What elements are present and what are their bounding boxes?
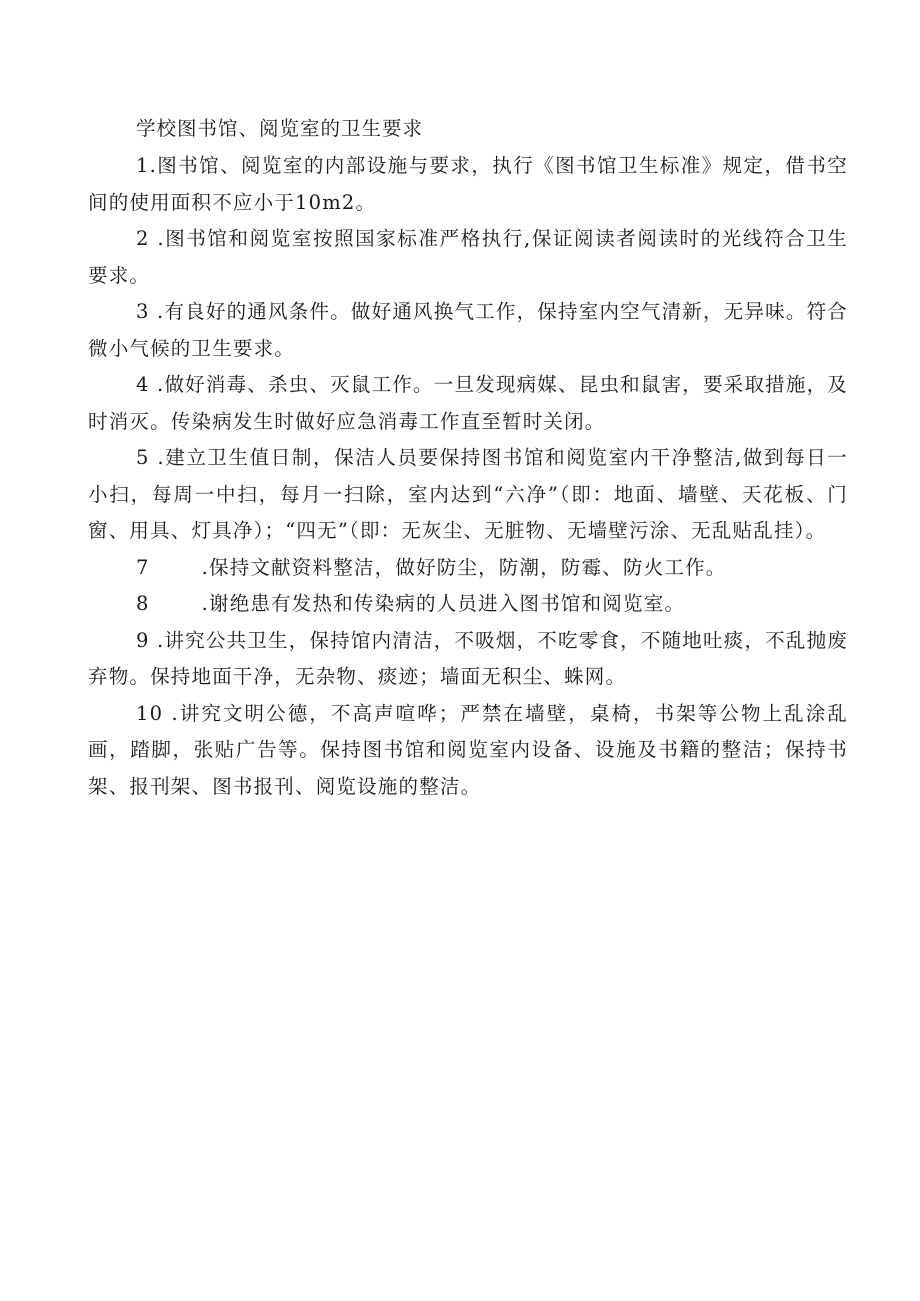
rule-paragraph-8 [88, 586, 848, 623]
rule-number: 1. [136, 154, 158, 177]
rule-text: .讲究公共卫生，保持馆内清洁，不吸烟，不吃零食，不随地吐痰，不乱抛废弃物。保持地面干净，无杂物、痰迹；墙面无积尘、蛛网。 [88, 628, 849, 688]
rule-paragraph-10 [88, 696, 848, 806]
rule-number: 4 [136, 373, 150, 396]
rule-paragraph-4 [88, 367, 848, 440]
rule-paragraph-2 [88, 221, 848, 294]
rule-number: 8 [136, 592, 150, 615]
rule-number: 10 [136, 701, 164, 725]
rule-paragraph-9 [88, 623, 848, 696]
rule-text: .保持文献资料整洁，做好防尘，防潮，防霉、防火工作。 [201, 555, 727, 579]
rule-text: .有良好的通风条件。做好通风换气工作，保持室内空气清新，无异味。符合微小气候的卫生要求。 [88, 300, 849, 360]
rule-text: .建立卫生值日制，保洁人员要保持图书馆和阅览室内干净整洁,做到每日一小扫，每周一中扫，每月一扫除，室内达到“六净”（即：地面、墙壁、天花板、门窗、用具、灯具净）；“四无”（即：无灰尘、无脏物、无墙壁污涂、无乱贴乱挂）。 [88, 446, 848, 542]
rule-paragraph-3 [88, 294, 848, 367]
rule-text: 图书馆、阅览室的内部设施与要求，执行《图书馆卫生标准》规定，借书空间的使用面积不应小于10m2。 [88, 154, 848, 214]
rule-text: .图书馆和阅览室按照国家标准严格执行,保证阅读者阅读时的光线符合卫生要求。 [88, 227, 848, 287]
rule-number: 3 [136, 300, 150, 323]
rule-paragraph-7 [88, 550, 848, 587]
rule-paragraph-5 [88, 440, 848, 550]
rule-number: 7 [136, 555, 150, 579]
document-page [88, 110, 848, 805]
rule-text: .讲究文明公德，不高声喧哗；严禁在墙壁，桌椅，书架等公物上乱涂乱画，踏脚，张贴广告等。保持图书馆和阅览室内设备、设施及书籍的整洁；保持书架、报刊架、图书报刊、阅览设施的整洁。 [88, 701, 848, 798]
rule-text: .做好消毒、杀虫、灭鼠工作。一旦发现病媒、昆虫和鼠害，要采取措施，及时消灭。传染病发生时做好应急消毒工作直至暂时关闭。 [88, 373, 849, 433]
rule-number: 5 [136, 446, 150, 469]
rule-number: 2 [136, 227, 150, 250]
rule-text: .谢绝患有发热和传染病的人员进入图书馆和阅览室。 [201, 592, 686, 615]
rule-number: 9 [136, 628, 150, 652]
document-title: 学校图书馆、阅览室的卫生要求 [136, 117, 424, 140]
rule-paragraph-1 [88, 148, 848, 221]
